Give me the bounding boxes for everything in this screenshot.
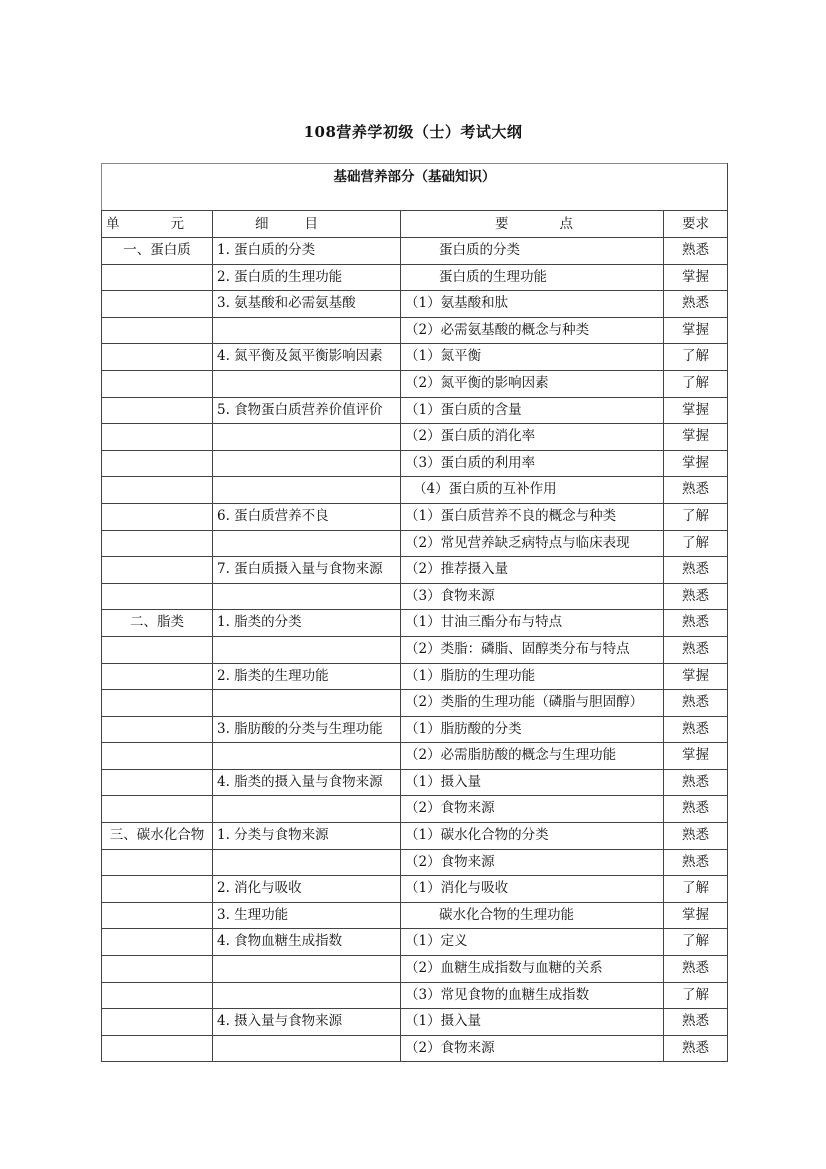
exam-outline-table [101,163,728,1062]
unit-cell [102,450,213,477]
requirement-cell: 了解 [664,982,728,1009]
table-row [102,424,728,451]
requirement-cell: 掌握 [664,663,728,690]
unit-cell [102,583,213,610]
point-cell: （1）氨基酸和肽 [401,291,664,318]
table-row [102,876,728,903]
table-row [102,238,728,265]
table-row [102,1035,728,1062]
requirement-cell: 熟悉 [664,769,728,796]
requirement-cell: 熟悉 [664,636,728,663]
point-cell: 碳水化合物的生理功能 [401,902,664,929]
unit-cell [102,796,213,823]
unit-cell [102,370,213,397]
requirement-cell: 了解 [664,344,728,371]
detail-cell: 3. 脂肪酸的分类与生理功能 [213,716,401,743]
detail-cell: 2. 蛋白质的生理功能 [213,264,401,291]
point-cell: （1）甘油三酯分布与特点 [401,610,664,637]
detail-cell: 4. 氮平衡及氮平衡影响因素 [213,344,401,371]
requirement-cell: 掌握 [664,264,728,291]
requirement-cell: 熟悉 [664,1035,728,1062]
table-row [102,557,728,584]
unit-cell [102,397,213,424]
point-cell: 蛋白质的生理功能 [401,264,664,291]
unit-cell [102,477,213,504]
point-cell: （1）蛋白质营养不良的概念与种类 [401,503,664,530]
table-row [102,370,728,397]
requirement-cell: 掌握 [664,902,728,929]
detail-cell: 1. 分类与食物来源 [213,823,401,850]
detail-cell [213,956,401,983]
header-req: 要求 [664,211,728,238]
detail-cell [213,477,401,504]
detail-cell [213,530,401,557]
detail-cell [213,583,401,610]
requirement-cell: 熟悉 [664,1009,728,1036]
header-detail: 细 目 [213,211,401,238]
table-row [102,663,728,690]
table-row [102,743,728,770]
table-row [102,264,728,291]
detail-cell [213,690,401,717]
point-cell: （2）必需氨基酸的概念与种类 [401,317,664,344]
unit-cell [102,743,213,770]
unit-cell [102,849,213,876]
point-cell: （3）蛋白质的利用率 [401,450,664,477]
requirement-cell: 熟悉 [664,716,728,743]
detail-cell [213,370,401,397]
header-point: 要 点 [401,211,664,238]
unit-cell [102,929,213,956]
unit-cell: 一、蛋白质 [102,238,213,265]
table-row [102,823,728,850]
unit-cell [102,291,213,318]
table-row [102,1009,728,1036]
requirement-cell: 了解 [664,929,728,956]
detail-cell [213,636,401,663]
point-cell: （2）推荐摄入量 [401,557,664,584]
point-cell: （1）定义 [401,929,664,956]
point-cell: （4）蛋白质的互补作用 [401,477,664,504]
table-row [102,530,728,557]
point-cell: （2）常见营养缺乏病特点与临床表现 [401,530,664,557]
point-cell: （2）食物来源 [401,1035,664,1062]
requirement-cell: 了解 [664,876,728,903]
detail-cell: 4. 脂类的摄入量与食物来源 [213,769,401,796]
requirement-cell: 掌握 [664,397,728,424]
unit-cell: 二、脂类 [102,610,213,637]
requirement-cell: 了解 [664,503,728,530]
table-row [102,610,728,637]
detail-cell: 3. 氨基酸和必需氨基酸 [213,291,401,318]
table-row [102,769,728,796]
unit-cell [102,690,213,717]
requirement-cell: 掌握 [664,450,728,477]
unit-cell [102,317,213,344]
requirement-cell: 掌握 [664,424,728,451]
point-cell: （2）类脂：磷脂、固醇类分布与特点 [401,636,664,663]
unit-cell [102,424,213,451]
requirement-cell: 熟悉 [664,583,728,610]
requirement-cell: 熟悉 [664,557,728,584]
requirement-cell: 熟悉 [664,610,728,637]
point-cell: （2）食物来源 [401,849,664,876]
unit-cell [102,1035,213,1062]
requirement-cell: 熟悉 [664,291,728,318]
table-row [102,690,728,717]
point-cell: （1）氮平衡 [401,344,664,371]
unit-cell [102,636,213,663]
table-row [102,317,728,344]
point-cell: （2）蛋白质的消化率 [401,424,664,451]
detail-cell: 1. 脂类的分类 [213,610,401,637]
table-row [102,503,728,530]
table-row [102,796,728,823]
unit-cell [102,557,213,584]
unit-cell [102,876,213,903]
point-cell: 蛋白质的分类 [401,238,664,265]
section-title: 基础营养部分（基础知识） [102,164,728,211]
requirement-cell: 熟悉 [664,823,728,850]
header-row [102,211,728,238]
table-row [102,477,728,504]
detail-cell [213,317,401,344]
requirement-cell: 掌握 [664,743,728,770]
detail-cell [213,982,401,1009]
point-cell: （2）类脂的生理功能（磷脂与胆固醇） [401,690,664,717]
requirement-cell: 了解 [664,370,728,397]
requirement-cell: 掌握 [664,317,728,344]
point-cell: （1）摄入量 [401,769,664,796]
unit-cell [102,956,213,983]
table-row [102,450,728,477]
point-cell: （2）氮平衡的影响因素 [401,370,664,397]
table-row [102,583,728,610]
detail-cell [213,424,401,451]
unit-cell: 三、碳水化合物 [102,823,213,850]
point-cell: （1）脂肪酸的分类 [401,716,664,743]
detail-cell: 6. 蛋白质营养不良 [213,503,401,530]
requirement-cell: 熟悉 [664,796,728,823]
unit-cell [102,530,213,557]
unit-cell [102,264,213,291]
point-cell: （2）食物来源 [401,796,664,823]
requirement-cell: 了解 [664,530,728,557]
detail-cell [213,450,401,477]
point-cell: （1）碳水化合物的分类 [401,823,664,850]
document-title: 108营养学初级（士）考试大纲 [303,123,523,141]
detail-cell: 3. 生理功能 [213,902,401,929]
detail-cell [213,743,401,770]
detail-cell [213,849,401,876]
requirement-cell: 熟悉 [664,849,728,876]
unit-cell [102,663,213,690]
point-cell: （1）蛋白质的含量 [401,397,664,424]
detail-cell: 5. 食物蛋白质营养价值评价 [213,397,401,424]
requirement-cell: 熟悉 [664,238,728,265]
unit-cell [102,503,213,530]
point-cell: （1）摄入量 [401,1009,664,1036]
table-row [102,716,728,743]
header-unit: 单 元 [102,211,213,238]
table-row [102,849,728,876]
table-row [102,636,728,663]
detail-cell: 2. 消化与吸收 [213,876,401,903]
point-cell: （3）食物来源 [401,583,664,610]
point-cell: （1）消化与吸收 [401,876,664,903]
unit-cell [102,769,213,796]
detail-cell: 2. 脂类的生理功能 [213,663,401,690]
detail-cell: 4. 摄入量与食物来源 [213,1009,401,1036]
detail-cell [213,1035,401,1062]
requirement-cell: 熟悉 [664,956,728,983]
unit-cell [102,982,213,1009]
table-row [102,956,728,983]
point-cell: （3）常见食物的血糖生成指数 [401,982,664,1009]
unit-cell [102,344,213,371]
requirement-cell: 熟悉 [664,690,728,717]
unit-cell [102,902,213,929]
point-cell: （2）必需脂肪酸的概念与生理功能 [401,743,664,770]
detail-cell: 7. 蛋白质摄入量与食物来源 [213,557,401,584]
table-row [102,902,728,929]
point-cell: （1）脂肪的生理功能 [401,663,664,690]
table-row [102,291,728,318]
requirement-cell: 熟悉 [664,477,728,504]
table-row [102,982,728,1009]
detail-cell: 4. 食物血糖生成指数 [213,929,401,956]
table-row [102,344,728,371]
unit-cell [102,716,213,743]
unit-cell [102,1009,213,1036]
point-cell: （2）血糖生成指数与血糖的关系 [401,956,664,983]
table-row [102,397,728,424]
detail-cell [213,796,401,823]
detail-cell: 1. 蛋白质的分类 [213,238,401,265]
section-row [102,164,728,211]
table-row [102,929,728,956]
